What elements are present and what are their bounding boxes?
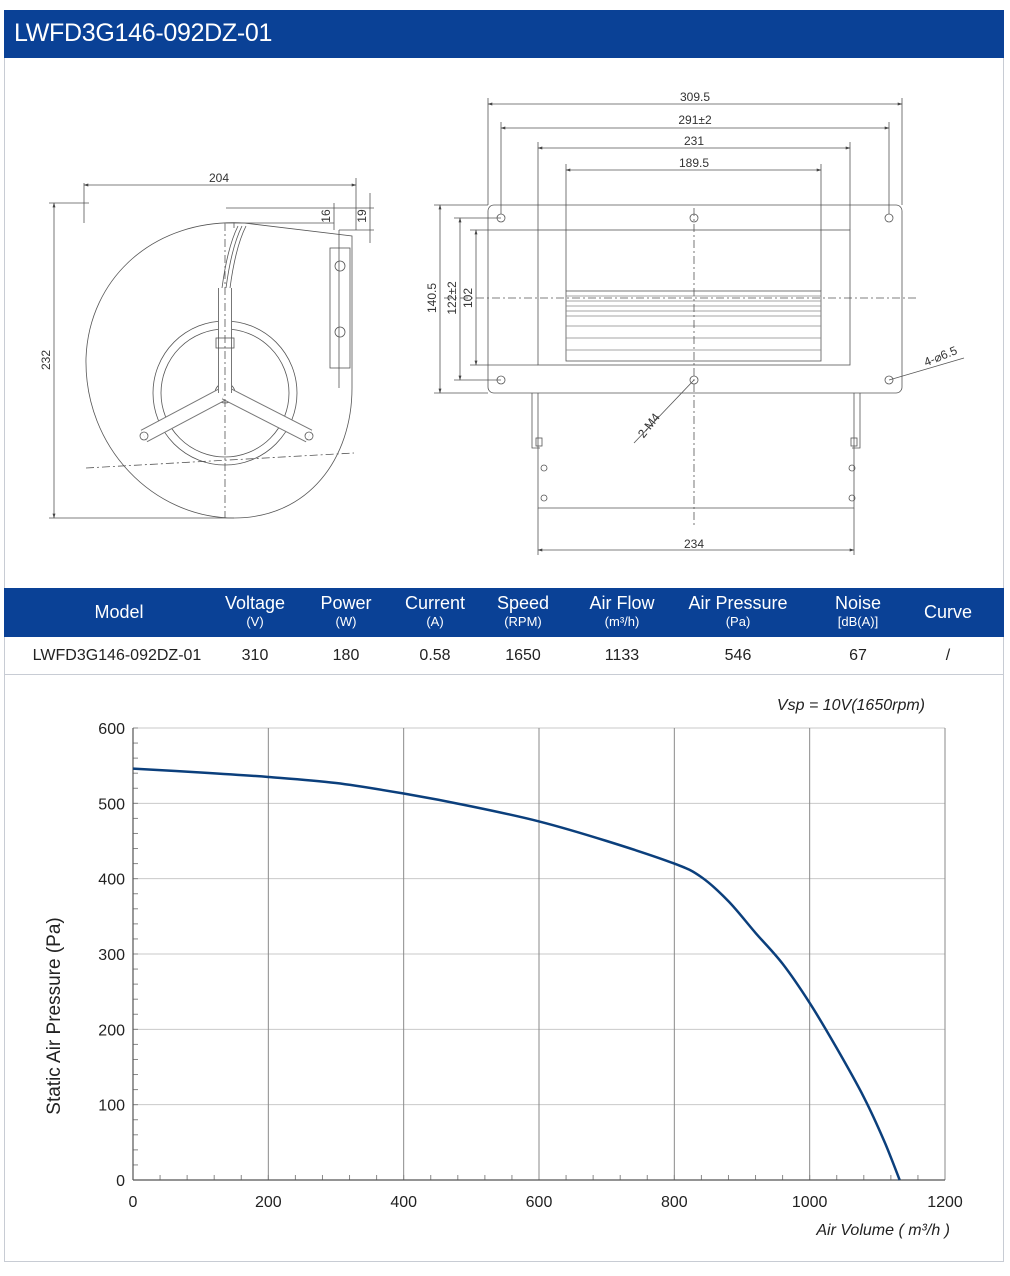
dim-122: 122±2 xyxy=(445,281,459,315)
performance-chart xyxy=(4,676,1004,1260)
header-model: Model xyxy=(94,602,144,622)
cell-noise: 67 xyxy=(849,647,867,664)
dim-291: 291±2 xyxy=(678,113,712,127)
dim-234: 234 xyxy=(683,537,705,551)
dim-232: 232 xyxy=(39,349,53,371)
dim-231: 231 xyxy=(683,134,705,148)
dim-holes: 4-⌀6.5 xyxy=(921,343,960,370)
pressure-curve-line xyxy=(133,769,900,1180)
cell-air-flow: 1133 xyxy=(604,647,640,664)
dim-19: 19 xyxy=(355,209,369,223)
x-tick-label: 800 xyxy=(660,1194,688,1211)
cell-voltage: 310 xyxy=(241,647,269,664)
dim-189: 189.5 xyxy=(678,156,710,170)
cell-curve: / xyxy=(945,647,951,664)
x-tick-label: 1000 xyxy=(791,1194,828,1211)
x-tick-label: 1200 xyxy=(927,1194,963,1211)
technical-drawing xyxy=(4,58,1004,588)
dim-140: 140.5 xyxy=(425,282,439,314)
header-power: Power (W) xyxy=(320,593,372,629)
chart-annotation: Vsp = 10V(1650rpm) xyxy=(776,697,925,714)
page-title: LWFD3G146-092DZ-01 xyxy=(14,19,273,47)
y-axis-label: Static Air Pressure (Pa) xyxy=(44,917,65,1115)
y-tick-label: 0 xyxy=(116,1173,125,1190)
dim-102: 102 xyxy=(461,287,475,309)
front-view xyxy=(444,205,919,528)
drawing-svg xyxy=(4,58,1004,588)
side-view xyxy=(86,223,354,518)
y-tick-label: 100 xyxy=(98,1097,125,1115)
header-speed: Speed (RPM) xyxy=(496,593,550,629)
y-tick-label: 200 xyxy=(98,1022,125,1040)
x-axis-label: Air Volume ( m³/h ) xyxy=(816,1222,950,1239)
cell-power: 180 xyxy=(332,647,360,664)
x-tick-label: 0 xyxy=(128,1194,138,1211)
header-voltage: Voltage (V) xyxy=(224,593,286,629)
x-tick-label: 200 xyxy=(254,1194,282,1211)
y-tick-label: 400 xyxy=(98,871,125,889)
spec-table-header xyxy=(4,588,1004,637)
cell-current: 0.58 xyxy=(419,647,451,664)
header-air-flow: Air Flow (m³/h) xyxy=(589,593,655,629)
y-tick-label: 500 xyxy=(98,796,125,814)
header-noise: Noise [dB(A)] xyxy=(834,593,882,629)
title-bar xyxy=(4,10,1004,58)
cell-speed: 1650 xyxy=(505,647,541,664)
chart-svg xyxy=(4,676,1004,1260)
x-tick-label: 400 xyxy=(390,1194,418,1211)
y-tick-label: 300 xyxy=(98,947,125,964)
cell-air-pressure: 546 xyxy=(724,647,752,664)
header-curve: Curve xyxy=(923,602,972,622)
x-tick-label: 600 xyxy=(525,1194,553,1211)
dim-m4: 2-M4 xyxy=(634,410,663,441)
y-tick-label: 600 xyxy=(98,721,125,738)
cell-model: LWFD3G146-092DZ-01 xyxy=(32,647,202,664)
dim-204: 204 xyxy=(208,171,230,185)
dim-309: 309.5 xyxy=(679,90,711,104)
dim-16: 16 xyxy=(319,209,333,223)
header-air-pressure: Air Pressure (Pa) xyxy=(688,593,788,629)
header-current: Current (A) xyxy=(404,593,466,629)
spec-table-row xyxy=(4,637,1004,675)
